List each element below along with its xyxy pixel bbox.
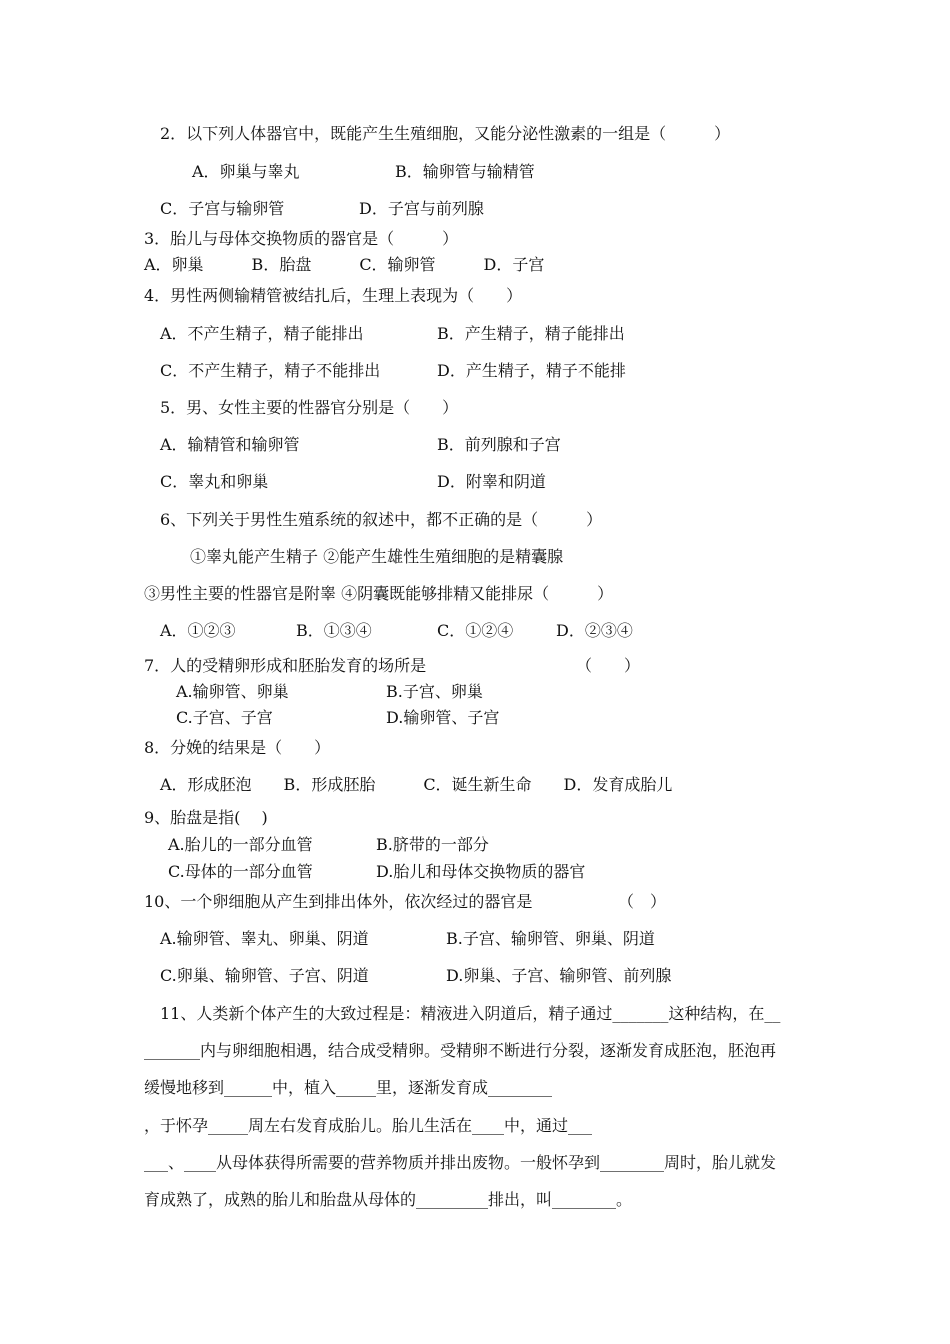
q7-stem: 7．人的受精卵形成和胚胎发育的场所是 [144, 656, 427, 675]
q7-option-a: A.输卵管、卵巢 [176, 682, 289, 701]
q10-stem: 10、一个卵细胞从产生到排出体外，依次经过的器官是 [144, 892, 533, 911]
q6-option-b: B．①③④ [296, 621, 372, 640]
q11-line-1: 11、人类新个体产生的大致过程是：精液进入阴道后，精子通过_______这种结构，在__ [160, 1004, 781, 1023]
q9-option-c: C.母体的一部分血管 [168, 862, 313, 881]
q6-option-d: D．②③④ [556, 621, 633, 640]
q5-option-d: D．附睾和阴道 [437, 472, 546, 491]
q8-stem: 8．分娩的结果是（ ） [144, 738, 331, 757]
q11-line-5: ___、____从母体获得所需要的营养物质并排出废物。一般怀孕到________周时，胎儿就发 [144, 1153, 777, 1172]
q4-option-b: B．产生精子，精子能排出 [437, 324, 625, 343]
q9-option-b: B.脐带的一部分 [376, 835, 489, 854]
q7-option-d: D.输卵管、子宫 [386, 708, 500, 727]
q4-stem: 4．男性两侧输精管被结扎后，生理上表现为（ ） [144, 286, 523, 305]
q6-stem: 6、下列关于男性生殖系统的叙述中，都不正确的是（ ） [160, 510, 603, 529]
q4-option-c: C．不产生精子，精子不能排出 [160, 361, 381, 380]
q5-option-b: B．前列腺和子宫 [437, 435, 561, 454]
q7-option-c: C.子宫、子宫 [176, 708, 273, 727]
q6-statements-2: ③男性主要的性器官是附睾 ④阴囊既能够排精又能排尿（ ） [144, 584, 614, 603]
q9-option-a: A.胎儿的一部分血管 [168, 835, 313, 854]
q10-option-c: C.卵巢、输卵管、子宫、阴道 [160, 966, 369, 985]
q4-option-d: D．产生精子，精子不能排 [437, 361, 626, 380]
q11-line-6: 育成熟了，成熟的胎儿和胎盘从母体的_________排出，叫________。 [144, 1190, 633, 1209]
q5-option-c: C．睾丸和卵巢 [160, 472, 269, 491]
q2-option-c: C．子宫与输卵管 [160, 199, 285, 218]
q7-option-b: B.子宫、卵巢 [386, 682, 483, 701]
q3-stem: 3．胎儿与母体交换物质的器官是（ ） [144, 229, 459, 248]
q6-statements-1: ①睾丸能产生精子 ②能产生雄性生殖细胞的是精囊腺 [190, 547, 564, 566]
q2-stem: 2．以下列人体器官中，既能产生生殖细胞，又能分泌性激素的一组是（ ） [160, 124, 731, 143]
q10-option-a: A.输卵管、睾丸、卵巢、阴道 [160, 929, 369, 948]
q9-stem: 9、胎盘是指( ) [144, 808, 268, 827]
q7-answer-paren: （ ） [576, 656, 641, 675]
q11-line-4: ，于怀孕_____周左右发育成胎儿。胎儿生活在____中，通过___ [144, 1116, 593, 1135]
q8-options: A．形成胚泡 B．形成胚胎 C．诞生新生命 D．发育成胎儿 [160, 775, 673, 794]
q4-option-a: A．不产生精子，精子能排出 [160, 324, 364, 343]
q3-options: A．卵巢 B．胎盘 C．输卵管 D．子宫 [144, 255, 545, 274]
q6-option-c: C．①②④ [437, 621, 514, 640]
q6-option-a: A．①②③ [160, 621, 236, 640]
q2-option-b: B．输卵管与输精管 [395, 162, 535, 181]
q11-line-2: _______内与卵细胞相遇，结合成受精卵。受精卵不断进行分裂，逐渐发育成胚泡，胚泡再 [144, 1041, 777, 1060]
q2-option-d: D．子宫与前列腺 [359, 199, 484, 218]
q2-option-a: A．卵巢与睾丸 [192, 162, 300, 181]
q9-option-d: D.胎儿和母体交换物质的器官 [376, 862, 586, 881]
q11-line-3: 缓慢地移到______中，植入_____里，逐渐发育成________ [144, 1078, 553, 1097]
q10-option-d: D.卵巢、子宫、输卵管、前列腺 [446, 966, 672, 985]
q5-option-a: A．输精管和输卵管 [160, 435, 300, 454]
q10-option-b: B.子宫、输卵管、卵巢、阴道 [446, 929, 655, 948]
q10-answer-paren: （ ） [618, 892, 667, 911]
q5-stem: 5．男、女性主要的性器官分别是（ ） [160, 398, 459, 417]
